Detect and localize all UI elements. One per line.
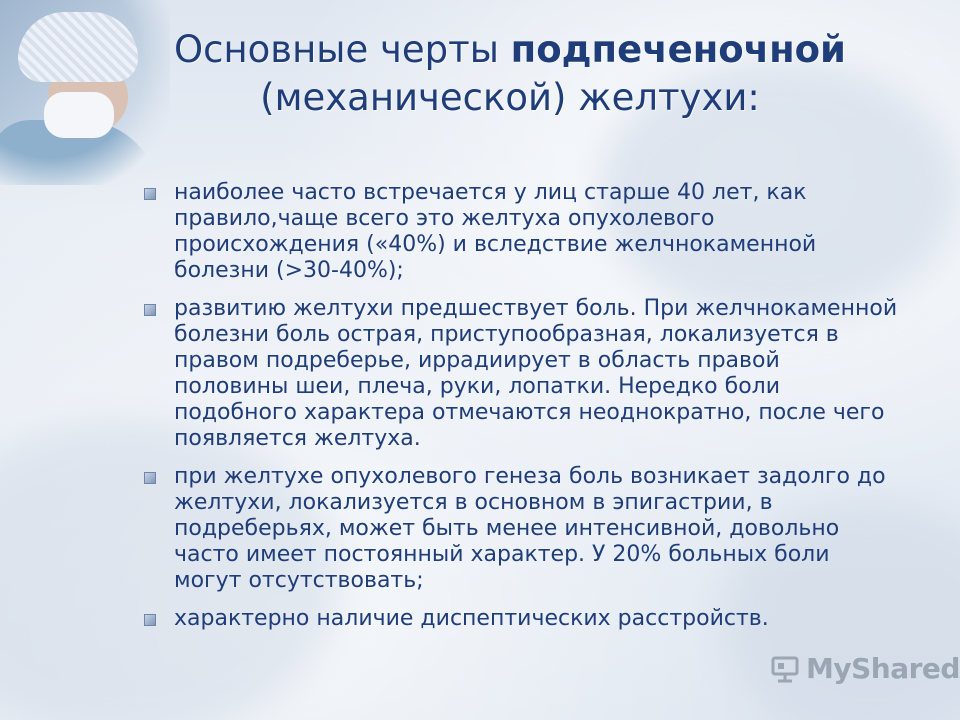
surgical-cap (18, 12, 138, 82)
watermark-logo (770, 652, 960, 685)
bullet-item (140, 296, 900, 452)
bullet-text: при желтухе опухолевого генеза боль возникает задолго до желтухи, локализуется в основном в эпигастрии, в подреберьях, может быть менее интенсивной, довольно часто имеет постоянный характер. У 20% больных боли могут отсутствовать; (174, 464, 886, 593)
square-bullet-icon (144, 304, 156, 316)
bullet-text: наиболее часто встречается у лиц старше 40 лет, как правило,чаще всего это желтуха опухолевого происхождения («40%) и вследствие желчнокаменной болезни (>30-40%); (174, 180, 817, 283)
square-bullet-icon (144, 472, 156, 484)
surgeon-photo (0, 0, 170, 185)
presentation-board-icon (770, 654, 800, 684)
surgical-mask (44, 92, 114, 138)
watermark-text: MyShared (806, 652, 960, 685)
bullet-item (140, 606, 900, 632)
square-bullet-icon (144, 188, 156, 200)
title-part1: Основные черты (174, 28, 511, 71)
bullet-text: характерно наличие диспептических расстройств. (174, 606, 769, 631)
title-part2: (механической) желтухи: (260, 76, 760, 119)
bullet-item (140, 464, 900, 594)
title-bold: подпеченочной (510, 28, 846, 71)
bullet-list (140, 180, 900, 644)
slide-title (150, 26, 870, 122)
bullet-item (140, 180, 900, 284)
bullet-text: развитию желтухи предшествует боль. При желчнокаменной болезни боль острая, приступообразная, локализуется в правом подреберье, иррадиирует в область правой половины шеи, плеча, руки, лопатки. Нередко боли подобного характера отмечаются неоднократно, после чего появляется желтуха. (174, 296, 898, 451)
square-bullet-icon (144, 614, 156, 626)
